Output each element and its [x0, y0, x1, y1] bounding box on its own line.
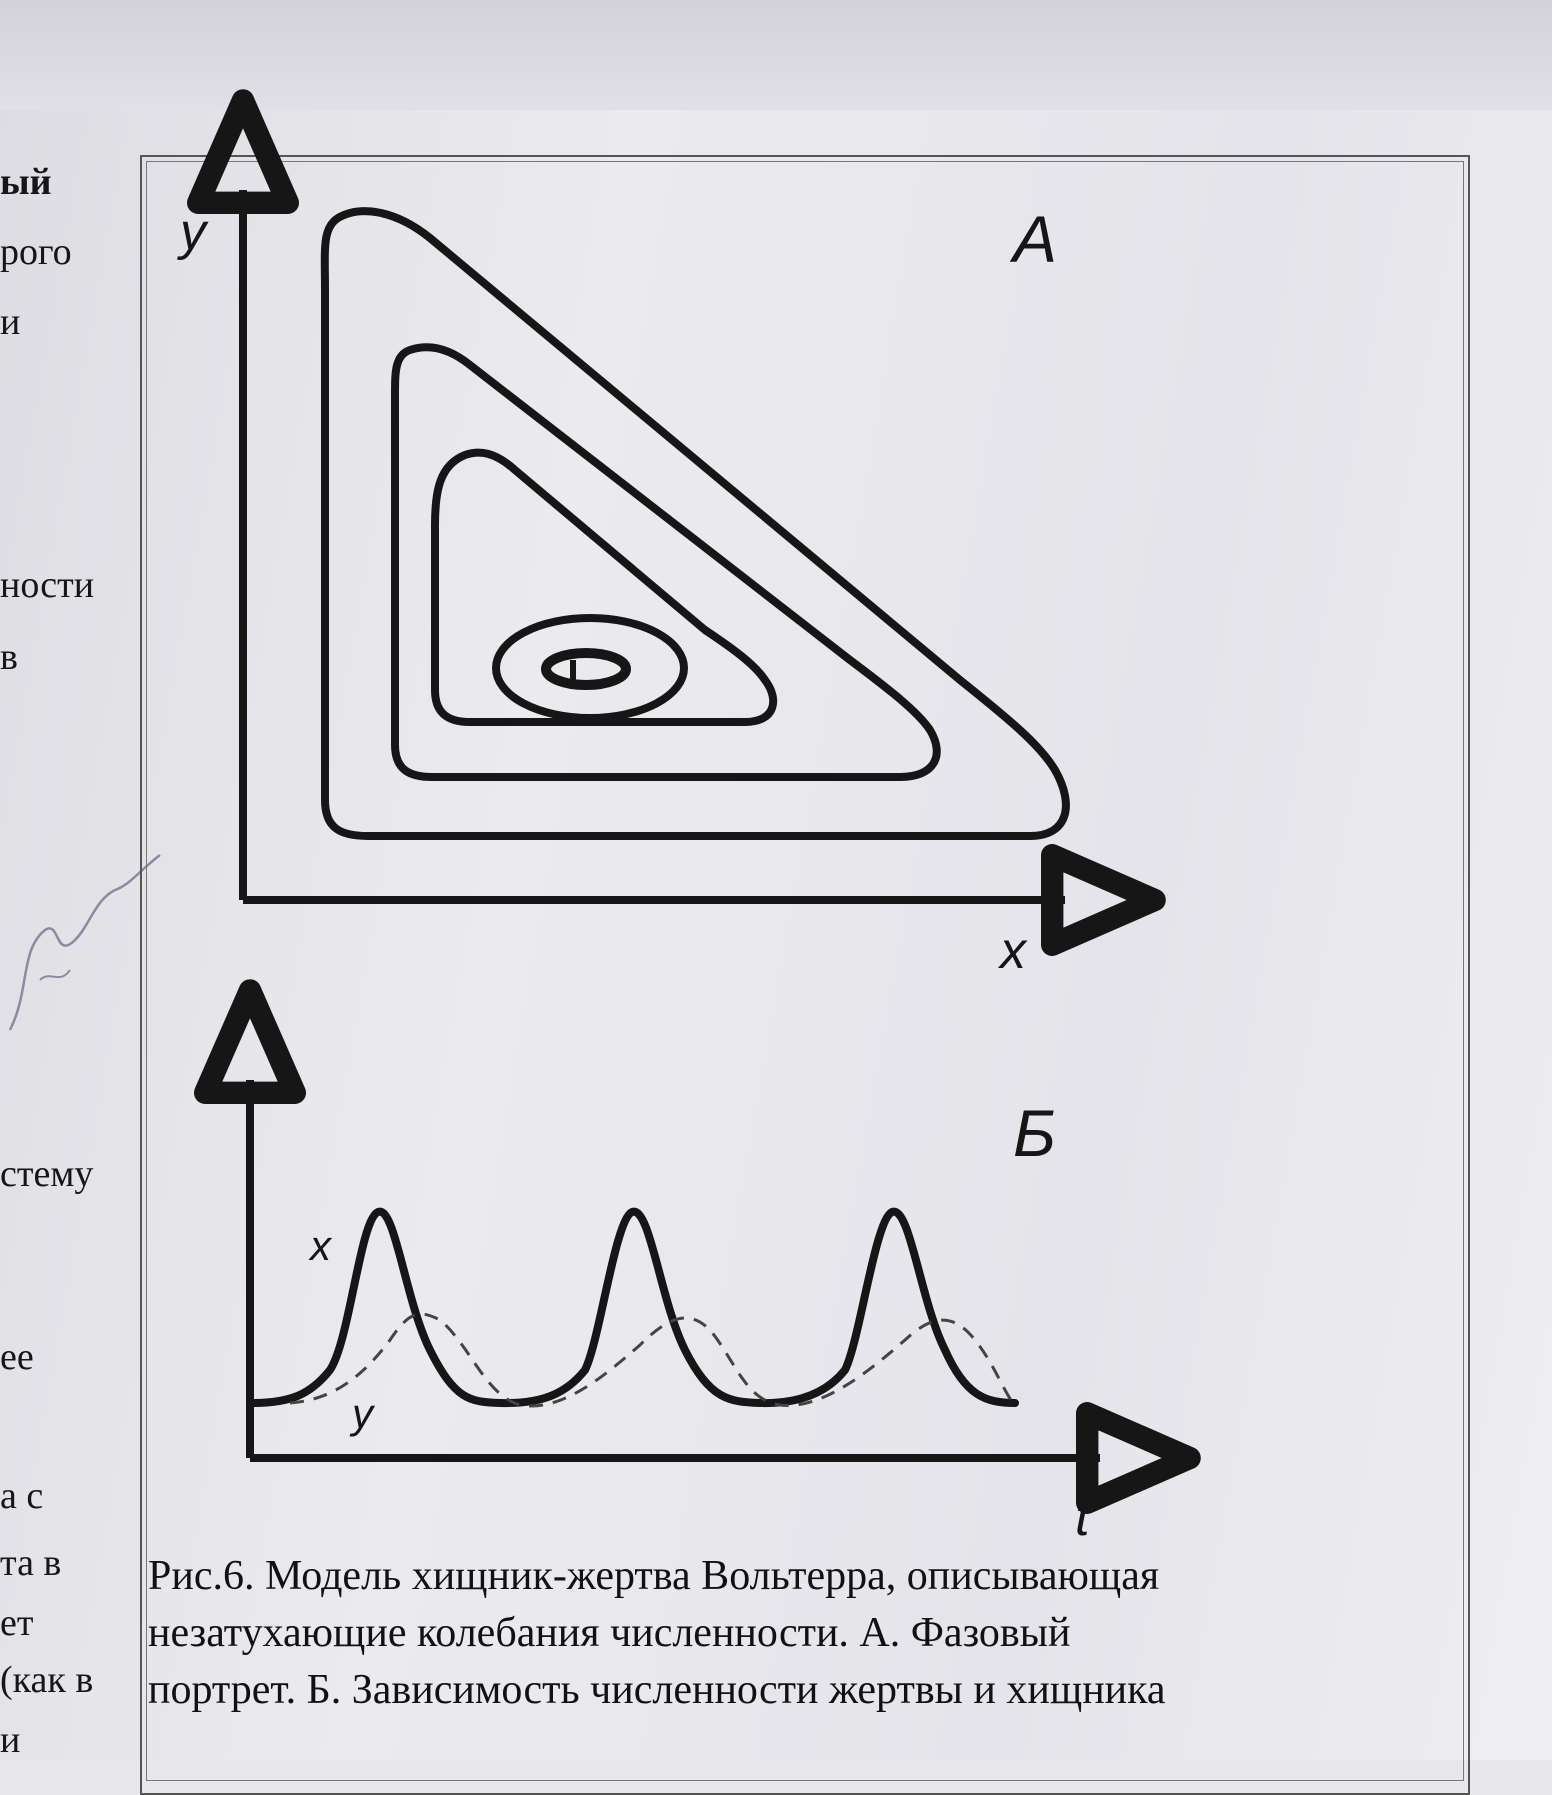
- left-fragment: (как в: [0, 1659, 94, 1701]
- caption-line: портрет. Б. Зависимость численности жертвы и хищника: [148, 1667, 1166, 1713]
- left-fragment: ности: [0, 564, 95, 606]
- phase-orbit: [395, 347, 937, 777]
- left-fragment: и: [0, 301, 21, 343]
- left-fragment: и: [0, 1719, 21, 1761]
- left-fragment: стему: [0, 1153, 94, 1195]
- prey-x-curve: [252, 1212, 1015, 1403]
- panel-a-letter: А: [1013, 202, 1058, 276]
- caption-line: Рис.6. Модель хищник-жертва Вольтерра, описывающая: [148, 1553, 1160, 1599]
- left-fragment: а с: [0, 1475, 44, 1517]
- series-y-label: y: [352, 1390, 373, 1437]
- time-series-axes: [250, 1080, 1100, 1458]
- y-axis-label: y: [180, 203, 206, 261]
- series-x-label: x: [310, 1222, 331, 1269]
- left-fragment: ее: [0, 1336, 34, 1378]
- phase-orbit: [546, 653, 626, 685]
- phase-orbits: [325, 211, 1066, 836]
- left-fragment: в: [0, 636, 18, 678]
- left-fragment: рого: [0, 231, 72, 273]
- figure-caption: [148, 1548, 1448, 1719]
- left-fragment: ет: [0, 1602, 34, 1644]
- predator-y-curve: [290, 1314, 1015, 1406]
- phase-orbit: [496, 618, 684, 718]
- left-fragment: та в: [0, 1542, 62, 1584]
- t-axis-label: t: [1075, 1489, 1090, 1547]
- caption-line: незатухающие колебания численности. А. Фазовый: [148, 1610, 1071, 1656]
- x-axis-label: x: [1000, 922, 1026, 980]
- left-fragment: ый: [0, 161, 52, 203]
- panel-b-letter: Б: [1013, 1096, 1056, 1170]
- phase-portrait-axes: [243, 190, 1065, 900]
